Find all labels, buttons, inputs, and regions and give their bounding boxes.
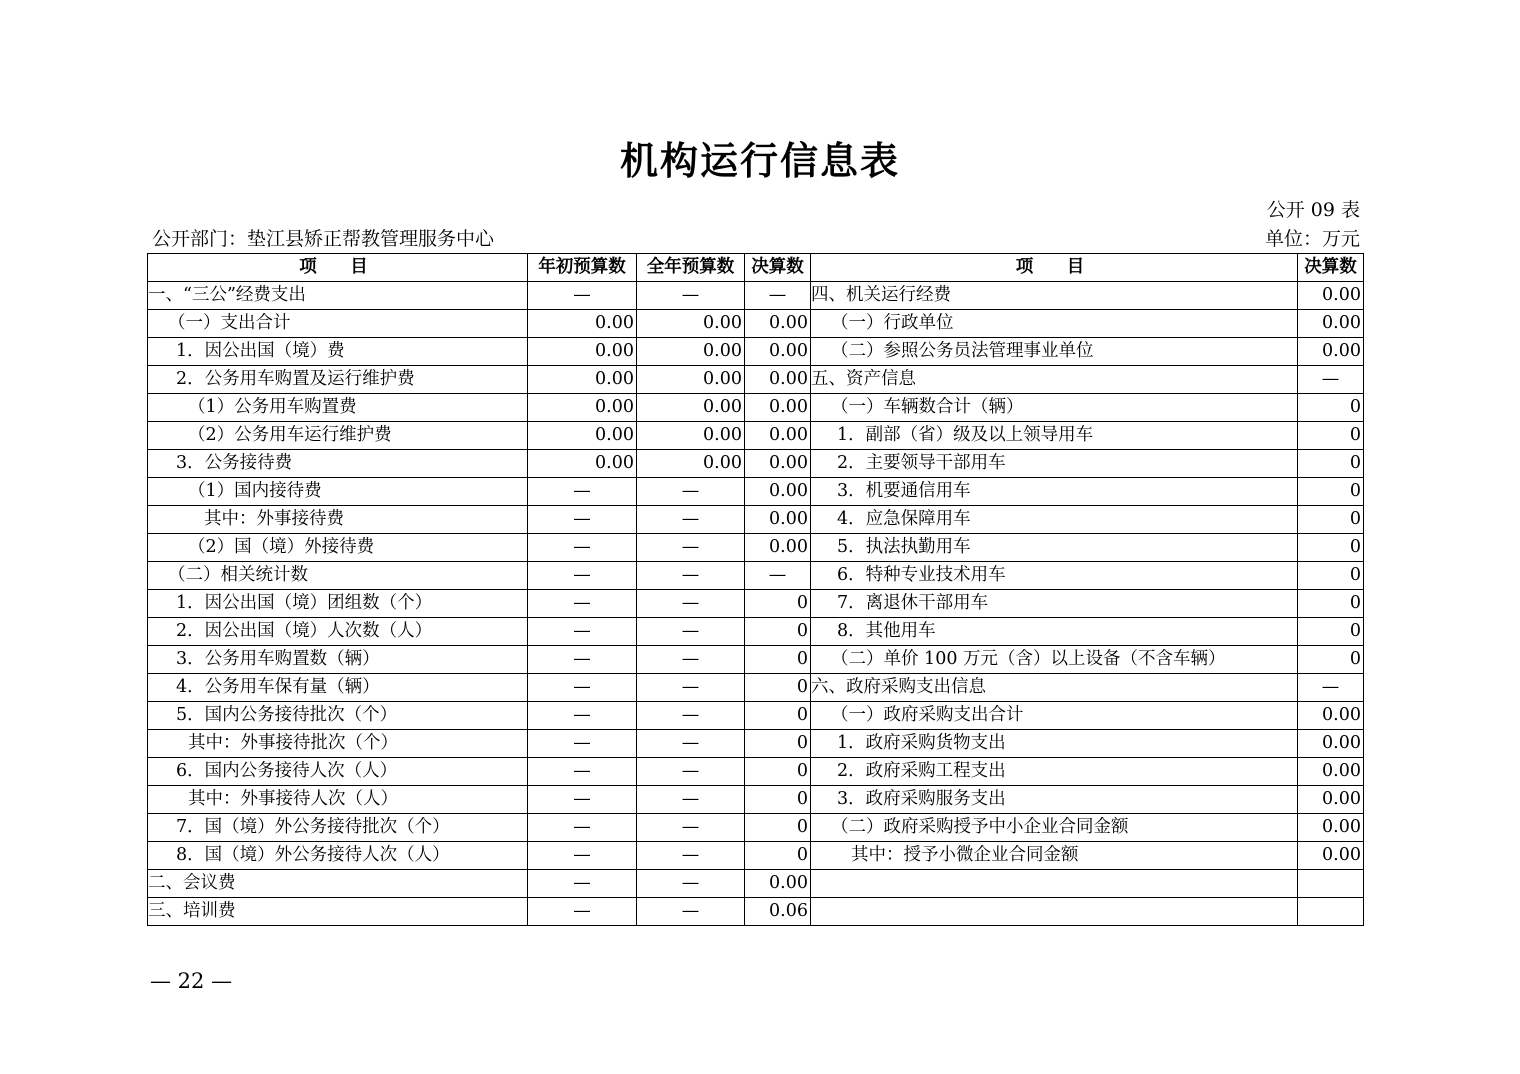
full-year-budget-cell: — <box>637 590 745 618</box>
final-account-cell: 0.00 <box>745 366 811 394</box>
item-cell: 1．因公出国（境）团组数（个） <box>148 590 528 618</box>
final-account-right-cell: 0 <box>1298 590 1364 618</box>
final-account-right-cell: 0.00 <box>1298 282 1364 310</box>
initial-budget-cell: 0.00 <box>528 394 637 422</box>
final-account-cell: 0 <box>745 758 811 786</box>
item-right-cell: （一）政府采购支出合计 <box>811 702 1298 730</box>
item-cell: （一）支出合计 <box>148 310 528 338</box>
initial-budget-cell: — <box>528 814 637 842</box>
form-number: 公开 09 表 <box>1266 199 1360 221</box>
item-right-cell: 4．应急保障用车 <box>811 506 1298 534</box>
item-right-cell: 5．执法执勤用车 <box>811 534 1298 562</box>
table-header-row <box>148 254 1364 282</box>
final-account-cell: 0 <box>745 842 811 870</box>
final-account-right-cell: 0.00 <box>1298 702 1364 730</box>
item-cell: 2．公务用车购置及运行维护费 <box>148 366 528 394</box>
item-right-cell: 2．政府采购工程支出 <box>811 758 1298 786</box>
full-year-budget-cell: 0.00 <box>637 366 745 394</box>
item-cell: 三、培训费 <box>148 898 528 926</box>
final-account-right-cell: 0 <box>1298 506 1364 534</box>
item-cell: 2．因公出国（境）人次数（人） <box>148 618 528 646</box>
initial-budget-cell: — <box>528 674 637 702</box>
item-right-cell: 五、资产信息 <box>811 366 1298 394</box>
full-year-budget-cell: — <box>637 870 745 898</box>
item-right-cell: 3．机要通信用车 <box>811 478 1298 506</box>
table-row <box>148 394 1364 422</box>
item-cell: 其中：外事接待费 <box>148 506 528 534</box>
full-year-budget-cell: 0.00 <box>637 394 745 422</box>
item-cell: 7．国（境）外公务接待批次（个） <box>148 814 528 842</box>
full-year-budget-cell: — <box>637 702 745 730</box>
item-right-cell: 8．其他用车 <box>811 618 1298 646</box>
initial-budget-cell: — <box>528 730 637 758</box>
final-account-cell: 0.00 <box>745 450 811 478</box>
full-year-budget-cell: — <box>637 562 745 590</box>
table-row <box>148 366 1364 394</box>
item-right-cell: （一）车辆数合计（辆） <box>811 394 1298 422</box>
item-right-cell <box>811 898 1298 926</box>
final-account-right-cell: 0 <box>1298 618 1364 646</box>
final-account-cell: 0 <box>745 618 811 646</box>
table-row <box>148 338 1364 366</box>
full-year-budget-cell: 0.00 <box>637 310 745 338</box>
full-year-budget-cell: — <box>637 674 745 702</box>
full-year-budget-cell: — <box>637 534 745 562</box>
item-cell: 8．国（境）外公务接待人次（人） <box>148 842 528 870</box>
table-row <box>148 758 1364 786</box>
table-row <box>148 618 1364 646</box>
final-account-cell: 0 <box>745 702 811 730</box>
initial-budget-cell: 0.00 <box>528 310 637 338</box>
item-right-cell: 6．特种专业技术用车 <box>811 562 1298 590</box>
item-right-cell: 四、机关运行经费 <box>811 282 1298 310</box>
table-row <box>148 562 1364 590</box>
final-account-cell: 0.00 <box>745 338 811 366</box>
item-right-cell: 六、政府采购支出信息 <box>811 674 1298 702</box>
item-cell: 1．因公出国（境）费 <box>148 338 528 366</box>
item-cell: 3．公务用车购置数（辆） <box>148 646 528 674</box>
final-account-cell: 0.00 <box>745 534 811 562</box>
final-account-cell: 0.00 <box>745 506 811 534</box>
col-header-final-account-right: 决算数 <box>1298 254 1364 282</box>
table-row <box>148 590 1364 618</box>
initial-budget-cell: — <box>528 842 637 870</box>
full-year-budget-cell: — <box>637 898 745 926</box>
final-account-cell: 0 <box>745 646 811 674</box>
item-right-cell: 3．政府采购服务支出 <box>811 786 1298 814</box>
table-row <box>148 506 1364 534</box>
item-right-cell: （二）政府采购授予中小企业合同金额 <box>811 814 1298 842</box>
final-account-right-cell: 0.00 <box>1298 758 1364 786</box>
item-right-cell: （二）单价 100 万元（含）以上设备（不含车辆） <box>811 646 1298 674</box>
table-row <box>148 898 1364 926</box>
full-year-budget-cell: — <box>637 842 745 870</box>
item-cell: （2）公务用车运行维护费 <box>148 422 528 450</box>
final-account-cell: 0.00 <box>745 310 811 338</box>
item-right-cell: 2．主要领导干部用车 <box>811 450 1298 478</box>
initial-budget-cell: — <box>528 506 637 534</box>
final-account-right-cell: 0.00 <box>1298 786 1364 814</box>
final-account-right-cell <box>1298 870 1364 898</box>
final-account-right-cell: — <box>1298 674 1364 702</box>
table-row <box>148 814 1364 842</box>
final-account-cell: 0.00 <box>745 422 811 450</box>
final-account-right-cell: 0 <box>1298 478 1364 506</box>
col-header-item: 项 目 <box>148 254 528 282</box>
table-row <box>148 842 1364 870</box>
full-year-budget-cell: — <box>637 506 745 534</box>
item-cell: 5．国内公务接待批次（个） <box>148 702 528 730</box>
initial-budget-cell: — <box>528 786 637 814</box>
item-right-cell <box>811 870 1298 898</box>
final-account-right-cell: 0.00 <box>1298 730 1364 758</box>
final-account-cell: — <box>745 562 811 590</box>
page-number: — 22 — <box>150 969 233 993</box>
initial-budget-cell: — <box>528 618 637 646</box>
final-account-right-cell: 0 <box>1298 534 1364 562</box>
final-account-cell: 0 <box>745 730 811 758</box>
full-year-budget-cell: 0.00 <box>637 450 745 478</box>
department-label: 公开部门：垫江县矫正帮教管理服务中心 <box>152 228 495 250</box>
final-account-right-cell: 0.00 <box>1298 814 1364 842</box>
table-row <box>148 282 1364 310</box>
full-year-budget-cell: — <box>637 786 745 814</box>
col-header-initial-budget: 年初预算数 <box>528 254 637 282</box>
full-year-budget-cell: — <box>637 618 745 646</box>
table-row <box>148 534 1364 562</box>
item-right-cell: （二）参照公务员法管理事业单位 <box>811 338 1298 366</box>
item-right-cell: 7．离退休干部用车 <box>811 590 1298 618</box>
initial-budget-cell: 0.00 <box>528 366 637 394</box>
table-row <box>148 450 1364 478</box>
full-year-budget-cell: — <box>637 730 745 758</box>
initial-budget-cell: 0.00 <box>528 338 637 366</box>
full-year-budget-cell: — <box>637 282 745 310</box>
final-account-cell: 0 <box>745 814 811 842</box>
operation-info-table <box>147 253 1364 926</box>
initial-budget-cell: — <box>528 562 637 590</box>
item-cell: （2）国（境）外接待费 <box>148 534 528 562</box>
final-account-cell: 0 <box>745 590 811 618</box>
initial-budget-cell: 0.00 <box>528 422 637 450</box>
item-cell: 其中：外事接待人次（人） <box>148 786 528 814</box>
table-row <box>148 422 1364 450</box>
full-year-budget-cell: — <box>637 646 745 674</box>
initial-budget-cell: — <box>528 646 637 674</box>
final-account-right-cell: — <box>1298 366 1364 394</box>
full-year-budget-cell: — <box>637 758 745 786</box>
initial-budget-cell: — <box>528 282 637 310</box>
final-account-cell: 0.00 <box>745 394 811 422</box>
final-account-cell: 0.00 <box>745 478 811 506</box>
table-row <box>148 310 1364 338</box>
table-row <box>148 870 1364 898</box>
table-row <box>148 730 1364 758</box>
final-account-cell: — <box>745 282 811 310</box>
table-row <box>148 478 1364 506</box>
initial-budget-cell: — <box>528 758 637 786</box>
initial-budget-cell: 0.00 <box>528 450 637 478</box>
final-account-right-cell: 0.00 <box>1298 338 1364 366</box>
page-title: 机构运行信息表 <box>619 138 900 183</box>
final-account-right-cell: 0 <box>1298 394 1364 422</box>
final-account-cell: 0.00 <box>745 870 811 898</box>
item-cell: （1）公务用车购置费 <box>148 394 528 422</box>
item-right-cell: （一）行政单位 <box>811 310 1298 338</box>
final-account-cell: 0 <box>745 674 811 702</box>
full-year-budget-cell: 0.00 <box>637 422 745 450</box>
initial-budget-cell: — <box>528 702 637 730</box>
table-row <box>148 646 1364 674</box>
initial-budget-cell: — <box>528 898 637 926</box>
unit-label: 单位：万元 <box>1264 228 1360 250</box>
final-account-right-cell: 0 <box>1298 646 1364 674</box>
item-cell: 6．国内公务接待人次（人） <box>148 758 528 786</box>
item-cell: （二）相关统计数 <box>148 562 528 590</box>
item-cell: 3．公务接待费 <box>148 450 528 478</box>
final-account-right-cell: 0 <box>1298 422 1364 450</box>
item-cell: （1）国内接待费 <box>148 478 528 506</box>
item-cell: 4．公务用车保有量（辆） <box>148 674 528 702</box>
initial-budget-cell: — <box>528 478 637 506</box>
table-row <box>148 786 1364 814</box>
final-account-right-cell: 0.00 <box>1298 310 1364 338</box>
final-account-right-cell: 0.00 <box>1298 842 1364 870</box>
col-header-final-account: 决算数 <box>745 254 811 282</box>
col-header-full-year-budget: 全年预算数 <box>637 254 745 282</box>
col-header-item-right: 项 目 <box>811 254 1298 282</box>
item-right-cell: 1．政府采购货物支出 <box>811 730 1298 758</box>
item-cell: 其中：外事接待批次（个） <box>148 730 528 758</box>
item-cell: 一、“三公”经费支出 <box>148 282 528 310</box>
final-account-right-cell: 0 <box>1298 450 1364 478</box>
final-account-cell: 0.06 <box>745 898 811 926</box>
full-year-budget-cell: — <box>637 814 745 842</box>
full-year-budget-cell: 0.00 <box>637 338 745 366</box>
initial-budget-cell: — <box>528 870 637 898</box>
final-account-cell: 0 <box>745 786 811 814</box>
table-row <box>148 674 1364 702</box>
item-cell: 二、会议费 <box>148 870 528 898</box>
item-right-cell: 其中：授予小微企业合同金额 <box>811 842 1298 870</box>
initial-budget-cell: — <box>528 534 637 562</box>
full-year-budget-cell: — <box>637 478 745 506</box>
initial-budget-cell: — <box>528 590 637 618</box>
table-row <box>148 702 1364 730</box>
item-right-cell: 1．副部（省）级及以上领导用车 <box>811 422 1298 450</box>
final-account-right-cell <box>1298 898 1364 926</box>
final-account-right-cell: 0 <box>1298 562 1364 590</box>
